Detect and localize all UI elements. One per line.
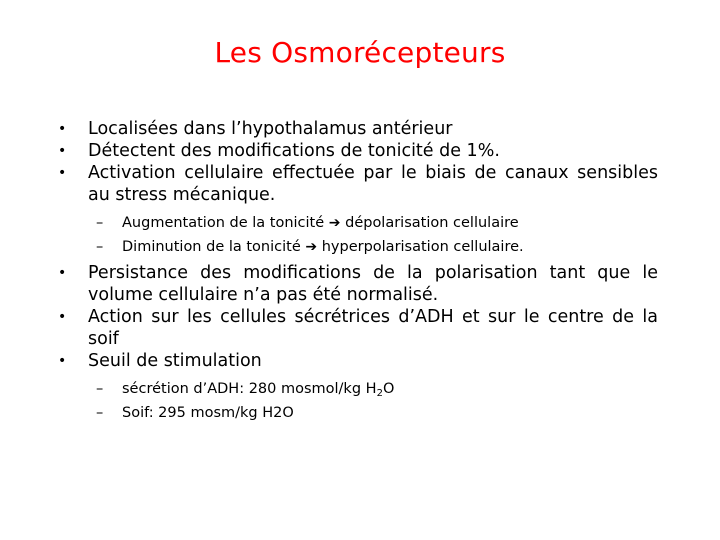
- bullet-item: [58, 306, 658, 350]
- sub-bullet-item: [58, 402, 658, 424]
- dash-icon: –: [96, 381, 104, 397]
- bullet-text: Seuil de stimulation: [88, 351, 262, 371]
- dash-icon: –: [96, 215, 104, 231]
- bullet-icon: •: [58, 309, 67, 325]
- bullet-icon: •: [58, 165, 67, 181]
- bullet-text: Action sur les cellules sécrétrices d’ADH et sur le centre de la soif: [88, 307, 658, 349]
- arrow-right-icon: ➔: [328, 215, 341, 231]
- bullet-item: [58, 140, 658, 162]
- threshold-thirst-text: Soif: 295 mosm/kg H2O: [122, 405, 294, 421]
- bullet-item: [58, 118, 658, 140]
- bullet-text: Persistance des modifications de la polarisation tant que le volume cellulaire n’a pas été normalisé.: [88, 263, 658, 305]
- bullet-text: Détectent des modifications de tonicité de 1%.: [88, 141, 500, 161]
- slide-title: Les Osmorécepteurs: [214, 36, 506, 69]
- bullet-text: Localisées dans l’hypothalamus antérieur: [88, 119, 453, 139]
- threshold-adh-suffix: O: [382, 381, 395, 397]
- sub-bullet-effect: hyperpolarisation cellulaire.: [321, 239, 524, 255]
- bullet-icon: •: [58, 353, 67, 369]
- bullet-icon: •: [58, 121, 67, 137]
- threshold-adh-text: sécrétion d’ADH: 280 mosmol/kg H: [122, 381, 377, 397]
- sub-bullet-effect: dépolarisation cellulaire: [345, 215, 519, 231]
- slide-content: [58, 118, 658, 424]
- bullet-item: [58, 162, 658, 206]
- bullet-icon: •: [58, 143, 67, 159]
- bullet-item: [58, 350, 658, 372]
- dash-icon: –: [96, 239, 104, 255]
- sub-bullet-item: [58, 378, 658, 400]
- sub-bullet-cause: Augmentation de la tonicité: [122, 215, 325, 231]
- arrow-right-icon: ➔: [305, 239, 318, 255]
- sub-bullet-item: [58, 212, 658, 234]
- bullet-icon: •: [58, 265, 67, 281]
- sub-bullet-cause: Diminution de la tonicité: [122, 239, 301, 255]
- bullet-text: Activation cellulaire effectuée par le biais de canaux sensibles au stress mécanique.: [88, 163, 658, 205]
- dash-icon: –: [96, 405, 104, 421]
- bullet-item: [58, 262, 658, 306]
- subscript-two: 2: [376, 388, 383, 399]
- sub-bullet-item: [58, 236, 658, 258]
